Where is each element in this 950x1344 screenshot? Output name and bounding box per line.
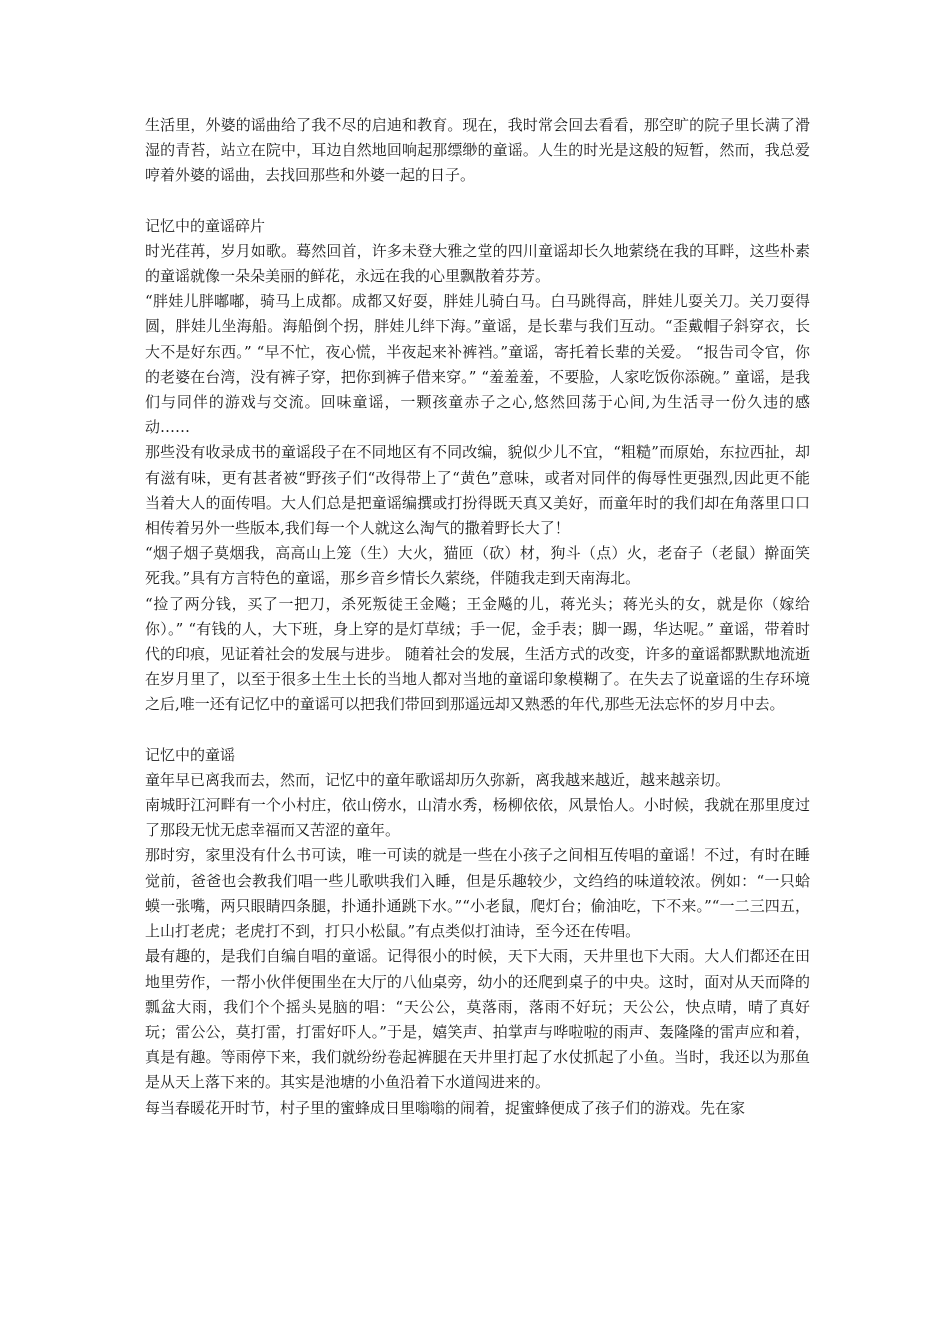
paragraph: 南城盱江河畔有一个小村庄，依山傍水，山清水秀，杨柳依依，风景怡人。小时候，我就在那里度过了那段无忧无虑幸福而又苦涩的童年。	[145, 796, 810, 840]
paragraph: 那时穷，家里没有什么书可读，唯一可读的就是一些在小孩子之间相互传唱的童谣！不过，有时在睡觉前，爸爸也会教我们唱一些儿歌哄我们入睡，但是乐趣较少，文绉绉的味道较浓。例如：“一只蛤蟆一张嘴，两只眼睛四条腿，扑通扑通跳下水。”“小老鼠，爬灯台；偷油吃，下不来。”“一二三四五，上山打老虎；老虎打不到，打只小松鼠。”有点类似打油诗，至今还在传唱。	[145, 846, 810, 941]
document-page	[145, 113, 810, 1121]
section-title-fragments: 记忆中的童谣碎片	[145, 216, 266, 235]
intro-paragraph: 生活里，外婆的谣曲给了我不尽的启迪和教育。现在，我时常会回去看看，那空旷的院子里长满了滑湿的青苔，站立在院中，耳边自然地回响起那缥缈的童谣。人生的时光是这般的短暂，然而，我总爱哼着外婆的谣曲，去找回那些和外婆一起的日子。	[145, 116, 810, 185]
section-gap	[145, 718, 810, 743]
paragraph: 童年早已离我而去，然而，记忆中的童年歌谣却历久弥新，离我越来越近，越来越亲切。	[145, 770, 731, 789]
paragraph: “烟子烟子莫烟我，高高山上笼（生）大火，猫匝（砍）材，狗斗（点）火，老奋子（老鼠）擀面笑死我。”具有方言特色的童谣，那乡音乡情长久萦绕，伴随我走到天南海北。	[145, 544, 810, 588]
paragraph: 时光荏苒，岁月如歌。蓦然回首，许多未登大雅之堂的四川童谣却长久地萦绕在我的耳畔，这些朴素的童谣就像一朵朵美丽的鲜花，永远在我的心里飘散着芬芳。	[145, 241, 810, 286]
paragraph: 最有趣的，是我们自编自唱的童谣。记得很小的时候，天下大雨，天井里也下大雨。大人们都还在田地里劳作，一帮小伙伴便围坐在大厅的八仙桌旁，幼小的还爬到桌子的中央。这时，面对从天而降的瓢盆大雨，我们个个摇头晃脑的唱：“天公公，莫落雨，落雨不好玩；天公公，快点晴，晴了真好玩；雷公公，莫打雷，打雷好吓人。”于是，嬉笑声、拍掌声与哗啦啦的雨声、轰隆隆的雷声应和着，真是有趣。等雨停下来，我们就纷纷卷起裤腿在天井里打起了水仗抓起了小鱼。当时，我还以为那鱼是从天上落下来的。其实是池塘的小鱼沿着下水道闯进来的。	[145, 947, 810, 1092]
paragraph: “胖娃儿胖嘟嘟，骑马上成都。成都又好耍，胖娃儿骑白马。白马跳得高，胖娃儿耍关刀。关刀耍得圆，胖娃儿坐海船。海船倒个拐，胖娃儿绊下海。”童谣，是长辈与我们互动。“歪戴帽子斜穿衣，长大不是好东西。” “早不忙，夜心慌，半夜起来补裤裆。”童谣，寄托着长辈的关爱。 “报告司令官，你的老婆在台湾，没有裤子穿，把你到裤子借来穿。” “羞羞羞，不要脸，人家吃饭你添碗。” 童谣，是我们与同伴的游戏与交流。回味童谣，一颗孩童赤子之心,悠然回荡于心间,为生活寻一份久违的感动……	[145, 292, 810, 437]
paragraph: 那些没有收录成书的童谣段子在不同地区有不同改编，貌似少儿不宜，“粗糙”而原始，东拉西扯，却有滋有味，更有甚者被“野孩子们“改得带上了“黄色”意味，或者对同伴的侮辱性更强烈,因此更不能当着大人的面传唱。大人们总是把童谣编撰或打扮得既天真又美好，而童年时的我们却在角落里口口相传着另外一些版本,我们每一个人就这么淘气的撒着野长大了！	[145, 443, 810, 538]
section-title-memories: 记忆中的童谣	[145, 745, 236, 764]
paragraph: 每当春暖花开时节，村子里的蜜蜂成日里嗡嗡的闹着，捉蜜蜂便成了孩子们的游戏。先在家	[145, 1098, 746, 1117]
paragraph: “捡了两分钱，买了一把刀，杀死叛徒王金飚；王金飚的儿，蒋光头；蒋光头的女，就是你（嫁给你）。” “有钱的人，大下班，身上穿的是灯草绒；手一伲，金手表；脚一踢，华达呢。” 童谣，带着时代的印痕，见证着社会的发展与进步。 随着社会的发展，生活方式的改变，许多的童谣都默默地流逝在岁月里了，以至于很多土生土长的当地人都对当地的童谣印象模糊了。在失去了说童谣的生存环境之后,唯一还有记忆中的童谣可以把我们带回到那遥远却又熟悉的年代,那些无法忘怀的岁月中去。	[145, 594, 810, 714]
section-gap	[145, 189, 810, 214]
